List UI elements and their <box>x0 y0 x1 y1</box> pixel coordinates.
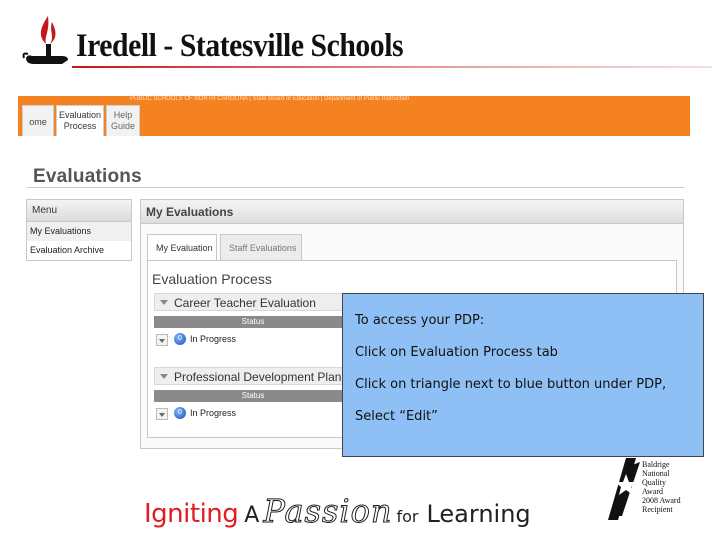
slogan-a: A <box>244 503 260 528</box>
status-text: In Progress <box>190 334 237 344</box>
menu-item-evaluation-archive[interactable]: Evaluation Archive <box>30 245 105 255</box>
collapse-triangle-icon[interactable] <box>160 300 168 305</box>
tab-home[interactable]: ome <box>22 105 54 136</box>
callout-line: Select “Edit” <box>355 409 438 424</box>
tab-evaluation-process[interactable]: Evaluation Process <box>56 105 104 136</box>
status-text: In Progress <box>190 408 237 418</box>
tab-help-guide[interactable]: Help Guide <box>106 105 140 136</box>
callout-line: Click on triangle next to blue button under PDP, <box>355 377 667 392</box>
tab-staff-evaluations[interactable]: Staff Evaluations <box>220 234 302 260</box>
district-title: Iredell - Statesville Schools <box>76 28 404 64</box>
callout-line: Click on Evaluation Process tab <box>355 345 558 360</box>
menu-header: Menu <box>27 200 131 222</box>
footer-slogan <box>144 492 531 530</box>
instruction-callout <box>342 293 704 457</box>
award-text: Baldrige National Quality Award 2008 Award Recipient <box>642 460 681 514</box>
status-column-header: Status <box>154 316 352 328</box>
blue-status-button[interactable]: 0 <box>174 333 186 345</box>
section-title: Career Teacher Evaluation <box>174 296 316 310</box>
top-navbar <box>18 96 690 136</box>
collapse-triangle-icon[interactable] <box>160 374 168 379</box>
slogan-igniting: Igniting <box>144 499 239 529</box>
page-divider <box>27 187 684 188</box>
blue-status-button[interactable]: 0 <box>174 407 186 419</box>
status-column-header: Status <box>154 390 352 402</box>
process-title: Evaluation Process <box>152 271 272 287</box>
baldrige-award-logo <box>606 456 702 522</box>
header-divider <box>72 66 712 68</box>
section-title: Professional Development Plan <box>174 370 342 384</box>
menu-item-my-evaluations[interactable]: My Evaluations <box>27 222 131 241</box>
page-title: Evaluations <box>33 166 142 187</box>
menu-panel <box>26 199 132 261</box>
slogan-passion: Passion <box>263 492 393 530</box>
slogan-for: for <box>396 507 419 526</box>
dropdown-triangle-icon[interactable] <box>156 408 168 420</box>
navbar-banner: PUBLIC SCHOOLS OF NORTH CAROLINA | State Board of Education | Department of Public Instruction <box>130 96 410 102</box>
callout-line: To access your PDP: <box>355 313 485 328</box>
status-row <box>154 404 352 424</box>
panel-header: My Evaluations <box>141 200 683 224</box>
status-row <box>154 330 352 350</box>
award-star-icon <box>606 456 646 522</box>
dropdown-triangle-icon[interactable] <box>156 334 168 346</box>
tab-my-evaluation[interactable]: My Evaluation <box>147 234 217 260</box>
slogan-learning: Learning <box>426 500 531 528</box>
district-lamp-logo <box>22 14 72 70</box>
